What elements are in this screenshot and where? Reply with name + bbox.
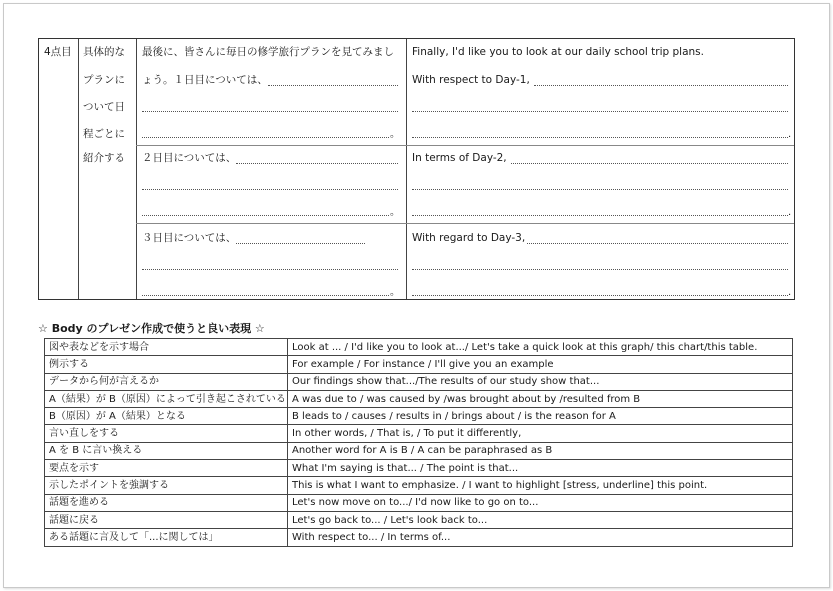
jp-intro-line2: ょう。１日目については、 [142, 74, 268, 86]
purpose-line: プランに [83, 74, 125, 86]
situation-cell: 要点を示す [45, 460, 288, 477]
table-row [45, 477, 793, 494]
situation-cell: 話題に戻る [45, 511, 288, 528]
table-row [45, 390, 793, 407]
expression-cell: B leads to / causes / results in / brings about / is the reason for A [288, 408, 793, 425]
fill-in-line[interactable] [268, 85, 398, 86]
column-divider [406, 39, 407, 299]
table-row [45, 460, 793, 477]
expression-cell: For example / For instance / I'll give you an example [288, 356, 793, 373]
purpose-line: ついて日 [83, 101, 125, 113]
en-day1-label: With respect to Day-1, [412, 74, 530, 86]
expression-cell: Another word for A is B / A can be paraphrased as B [288, 442, 793, 459]
situation-cell: 示したポイントを強調する [45, 477, 288, 494]
period-mark: 。 [390, 287, 400, 298]
table-row [45, 339, 793, 356]
situation-cell: 話題を進める [45, 494, 288, 511]
expression-cell: Let's go back to... / Let's look back to... [288, 511, 793, 528]
situation-cell: B（原因）が A（結果）となる [45, 408, 288, 425]
situation-cell: 図や表などを示す場合 [45, 339, 288, 356]
fill-in-line[interactable] [142, 269, 398, 270]
fill-in-line[interactable] [412, 295, 788, 296]
en-intro: Finally, I'd like you to look at our daily school trip plans. [412, 46, 704, 58]
situation-cell: 言い直しをする [45, 425, 288, 442]
situation-cell: データから何が言えるか [45, 373, 288, 390]
situation-cell: ある話題に言及して「...に関しては」 [45, 529, 288, 546]
en-day2-label: In terms of Day-2, [412, 152, 507, 164]
expressions-table [44, 338, 793, 547]
table-row [45, 356, 793, 373]
jp-intro-line1: 最後に、皆さんに毎日の修学旅行プランを見てみまし [142, 46, 394, 58]
purpose-line: 具体的な [83, 46, 125, 58]
situation-cell: A を B に言い換える [45, 442, 288, 459]
table-row [45, 511, 793, 528]
fill-in-line[interactable] [412, 189, 788, 190]
fill-in-line[interactable] [236, 163, 398, 164]
fill-in-line[interactable] [511, 163, 788, 164]
en-day3-label: With regard to Day-3, [412, 232, 526, 244]
table-row [45, 494, 793, 511]
row-divider [136, 145, 794, 146]
worksheet-table [38, 38, 795, 300]
fill-in-line[interactable] [142, 111, 398, 112]
fill-in-line[interactable] [142, 295, 389, 296]
fill-in-line[interactable] [412, 215, 788, 216]
period-mark: 。 [390, 129, 400, 140]
situation-cell: A（結果）が B（原因）によって引き起こされている [45, 390, 288, 407]
expression-cell: Let's now move on to.../ I'd now like to go on to... [288, 494, 793, 511]
table-row [45, 425, 793, 442]
fill-in-line[interactable] [236, 243, 365, 244]
fill-in-line[interactable] [142, 189, 398, 190]
fill-in-line[interactable] [534, 85, 788, 86]
expression-cell: In other words, / That is, / To put it differently, [288, 425, 793, 442]
fill-in-line[interactable] [142, 137, 389, 138]
expression-cell: With respect to... / In terms of... [288, 529, 793, 546]
expression-cell: A was due to / was caused by /was brought about by /resulted from B [288, 390, 793, 407]
expression-cell: This is what I want to emphasize. / I want to highlight [stress, underline] this point. [288, 477, 793, 494]
fill-in-line[interactable] [412, 137, 788, 138]
period-mark: . [788, 207, 792, 218]
expressions-heading: ☆ Body のプレゼン作成で使うと良い表現 ☆ [38, 322, 265, 335]
table-row [45, 529, 793, 546]
expression-cell: Our findings show that.../The results of our study show that... [288, 373, 793, 390]
fill-in-line[interactable] [142, 215, 389, 216]
fill-in-line[interactable] [412, 269, 788, 270]
step-label: 4点目 [44, 46, 72, 58]
column-divider [78, 39, 79, 299]
fill-in-line[interactable] [412, 111, 788, 112]
period-mark: . [788, 287, 792, 298]
jp-day3-label: ３日目については、 [142, 232, 237, 244]
expression-cell: What I'm saying is that... / The point is that... [288, 460, 793, 477]
expression-cell: Look at ... / I'd like you to look at.../ Let's take a quick look at this graph/ this chart/this table. [288, 339, 793, 356]
table-row [45, 373, 793, 390]
period-mark: 。 [390, 207, 400, 218]
purpose-line: 紹介する [83, 152, 125, 164]
jp-day2-label: ２日目については、 [142, 152, 237, 164]
table-row [45, 442, 793, 459]
purpose-line: 程ごとに [83, 128, 125, 140]
fill-in-line[interactable] [527, 243, 788, 244]
column-divider [136, 39, 137, 299]
period-mark: . [788, 129, 792, 140]
situation-cell: 例示する [45, 356, 288, 373]
row-divider [136, 223, 794, 224]
table-row [45, 408, 793, 425]
